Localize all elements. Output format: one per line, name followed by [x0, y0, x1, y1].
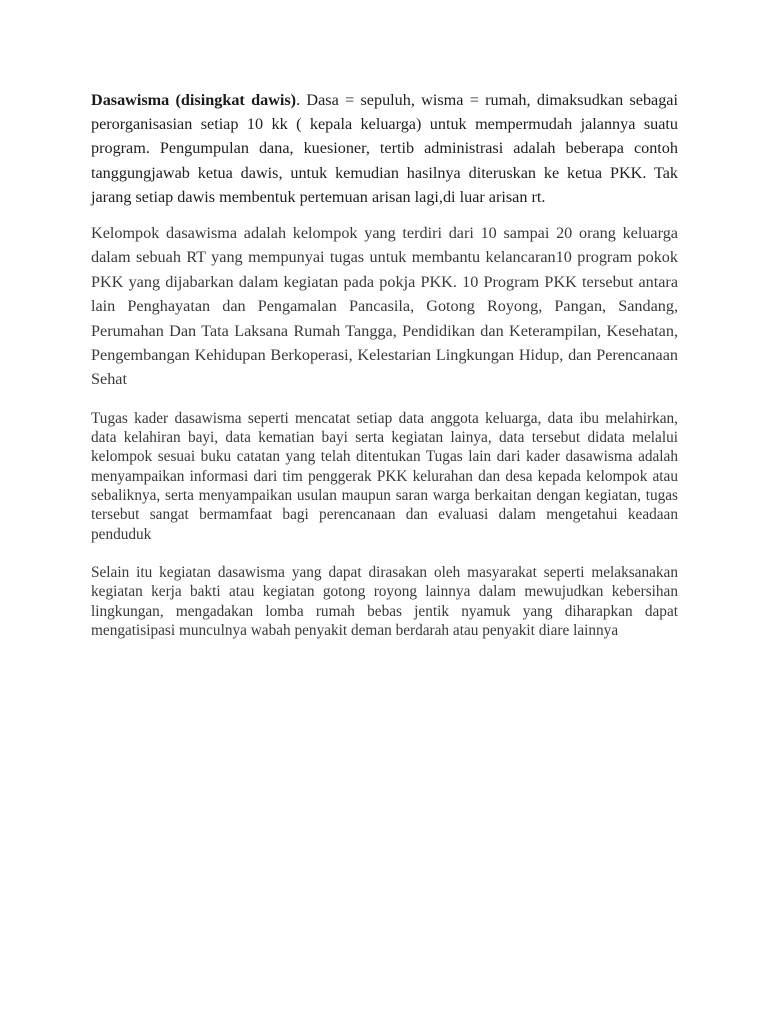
paragraph-kelompok-dasawisma: Kelompok dasawisma adalah kelompok yang terdiri dari 10 sampai 20 orang keluarga dalam sebuah RT yang mempunyai tugas untuk membantu kelancaran10 program pokok PKK yang dijabarkan dalam kegiatan pada pokja PKK. 10 Program PKK tersebut antara lain Penghayatan dan Pengamalan Pancasila, Gotong Royong, Pangan, Sandang, Perumahan Dan Tata Laksana Rumah Tangga, Pendidikan dan Keterampilan, Kesehatan, Pengembangan Kehidupan Berkoperasi, Kelestarian Lingkungan Hidup, dan Perencanaan Sehat: [91, 224, 678, 389]
paragraph-tugas-kader: Tugas kader dasawisma seperti mencatat setiap data anggota keluarga, data ibu melahirkan, data kelahiran bayi, data kematian bayi serta kegiatan lainya, data tersebut didata melalui kelompok sesuai buku catatan yang telah ditentukan Tugas lain dari kader dasawisma adalah menyampaikan informasi dari tim penggerak PKK kelurahan dan desa kepada kelompok atau sebaliknya, serta menyampaikan usulan maupun saran warga berkaitan dengan kegiatan, tugas tersebut sangat bermamfaat bagi perencanaan dan evaluasi dalam mengetahui keadaan penduduk: [91, 409, 678, 543]
paragraph-lead-term: Dasawisma (disingkat dawis): [91, 91, 297, 109]
paragraph-dasawisma-definition: [91, 88, 678, 209]
document-page: [91, 88, 678, 640]
paragraph-body: . Dasa = sepuluh, wisma = rumah, dimaksudkan sebagai perorganisasian setiap 10 kk ( kepala keluarga) untuk mempermudah jalannya suatu program. Pengumpulan dana, kuesioner, tertib administrasi adalah beberapa contoh tanggungjawab ketua dawis, untuk kemudian hasilnya diteruskan ke ketua PKK. Tak jarang setiap dawis membentuk pertemuan arisan lagi,di luar arisan rt.: [91, 91, 678, 206]
paragraph-kegiatan-dasawisma: Selain itu kegiatan dasawisma yang dapat dirasakan oleh masyarakat seperti melaksanakan kegiatan kerja bakti atau kegiatan gotong royong lainnya dalam mewujudkan kebersihan lingkungan, mengadakan lomba rumah bebas jentik nyamuk yang diharapkan dapat mengatisipasi munculnya wabah penyakit deman berdarah atau penyakit diare lainnya: [91, 563, 678, 639]
